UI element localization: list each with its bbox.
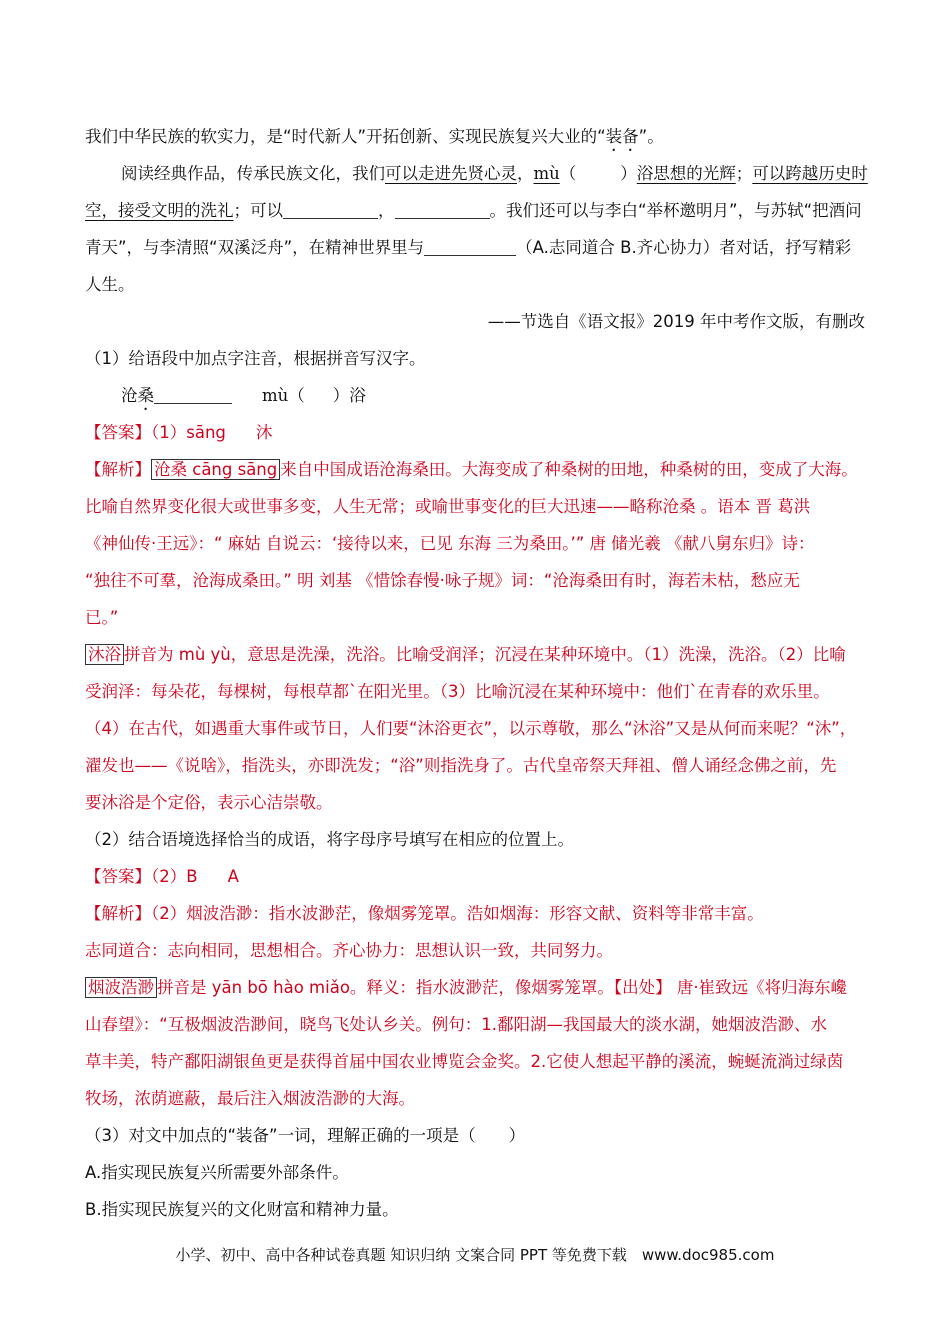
analysis-line: 濯发也——《说啥》，指洗头，亦即洗发；“浴”则指洗身了。古代皇帝祭天拜祖、僧人诵经念佛之前，先	[85, 756, 837, 775]
boxed-term: 沐浴	[85, 644, 124, 665]
analysis-line: （4）在古代，如遇重大事件或节日，人们要“沐浴更衣”，以示尊敬，那么“沐浴”又是从何而来呢？“沐”，	[85, 719, 857, 738]
underlined-phrase: 空，接受文明的洗礼	[85, 201, 234, 220]
question-1-prompt: （1）给语段中加点字注音，根据拼音写汉字。	[85, 349, 426, 368]
analysis-line: 烟波浩渺 拼音是 yān bō hào miǎo。释义：指水波渺茫，像烟雾笼罩。【出处】 唐·崔致远《将归海东巉	[85, 969, 865, 1006]
dotted-char: 桑	[137, 386, 154, 405]
pinyin: mù	[533, 164, 560, 183]
analysis-line: 志同道合：志向相同，思想相合。齐心协力：思想认识一致，共同努力。	[85, 941, 613, 960]
boxed-term: 烟波浩渺	[85, 977, 157, 998]
passage-line: 青天”，与李清照“双溪泛舟”，在精神世界里与 （A.志同道合 B.齐心协力）者对话，抒写精彩	[85, 238, 852, 257]
underlined-phrase: 可以走进先贤心灵	[385, 164, 517, 183]
pinyin: mù	[262, 386, 289, 405]
analysis-1: 【解析】 沧桑 cāng sāng 来自中国成语沧海桑田。大海变成了种桑树的田地，种桑树的田，变成了大海。	[85, 460, 858, 479]
analysis-line: 《神仙传·王远》：“ 麻姑 自说云：‘接待以来，已见 东海 三为桑田。’” 唐 储光羲 《献八舅东归》诗：	[85, 534, 815, 553]
page-footer: 小学、初中、高中各种试卷真题 知识归纳 文案合同 PPT 等免费下载 www.doc985.com	[175, 1246, 775, 1264]
analysis-line: 受润泽：每朵花，每棵树，每根草都`在阳光里。（3）比喻沉浸在某种环境中：他们`在青春的欢乐里。	[85, 682, 830, 701]
dotted-word: 装备	[605, 127, 639, 146]
passage-line: 阅读经典作品，传承民族文化，我们可以走进先贤心灵，mù（ ）浴思想的光辉；可以跨越历史时	[121, 164, 868, 183]
boxed-term: 沧桑 cāng sāng	[151, 459, 280, 480]
passage-line: 空，接受文明的洗礼；可以 ， 。我们还可以与李白“举杯邀明月”，与苏轼“把酒问	[85, 201, 862, 220]
question-2-prompt: （2）结合语境选择恰当的成语，将字母序号填写在相应的位置上。	[85, 830, 574, 849]
underlined-phrase: 浴思想的光辉	[636, 164, 736, 183]
option-a: A.指实现民族复兴所需要外部条件。	[85, 1163, 349, 1182]
answer-2: 【答案】（2）B A	[85, 867, 239, 886]
source-citation: ——节选自《语文报》2019 年中考作文版，有删改	[487, 312, 865, 331]
question-3-prompt: （3）对文中加点的“装备”一词，理解正确的一项是（ ）	[85, 1126, 526, 1145]
analysis-line: 草丰美，特产鄱阳湖银鱼更是获得首届中国农业博览会金奖。2.它使人想起平静的溪流，蜿蜒流淌过绿茵	[85, 1052, 844, 1071]
analysis-line: 要沐浴是个定俗，表示心洁崇敬。	[85, 793, 333, 812]
fill-blank[interactable]	[154, 385, 232, 404]
answer-1: 【答案】（1）sāng 沐	[85, 423, 273, 442]
passage-line: 人生。	[85, 275, 135, 294]
fill-blank[interactable]	[424, 237, 516, 256]
passage-line: 我们中华民族的软实力，是“时代新人”开拓创新、实现民族复兴大业的“装备”。	[85, 127, 664, 146]
fill-blank[interactable]	[395, 200, 490, 219]
fill-blank[interactable]	[283, 200, 378, 219]
analysis-line: 山春望》：“互极烟波浩渺间，晓鸟飞处认乡关。例句：1.鄱阳湖—我国最大的淡水湖，她烟波浩渺、水	[85, 1015, 828, 1034]
analysis-2: 【解析】（2）烟波浩渺：指水波渺茫，像烟雾笼罩。浩如烟海：形容文献、资料等非常丰富。	[85, 904, 764, 923]
analysis-line: 沐浴 拼音为 mù yù，意思是洗澡，洗浴。比喻受润泽；沉浸在某种环境中。（1）洗澡，洗浴。（2）比喻	[85, 636, 865, 673]
question-1-items: 沧桑 mù（ ）浴	[121, 386, 366, 405]
analysis-line: “独往不可羣，沧海成桑田。” 明 刘基 《惜馀春慢·咏子规》词：“沧海桑田有时，海若未枯，愁应无	[85, 571, 800, 590]
document-page	[85, 118, 868, 1228]
option-b: B.指实现民族复兴的文化财富和精神力量。	[85, 1200, 399, 1219]
analysis-line: 已。”	[85, 608, 119, 627]
analysis-line: 牧场，浓荫遮蔽，最后注入烟波浩渺的大海。	[85, 1089, 415, 1108]
analysis-line: 比喻自然界变化很大或世事多变，人生无常；或喻世事变化的巨大迅速——略称沧桑 。语本 晋 葛洪	[85, 497, 811, 516]
underlined-phrase: 可以跨越历史时	[752, 164, 868, 183]
